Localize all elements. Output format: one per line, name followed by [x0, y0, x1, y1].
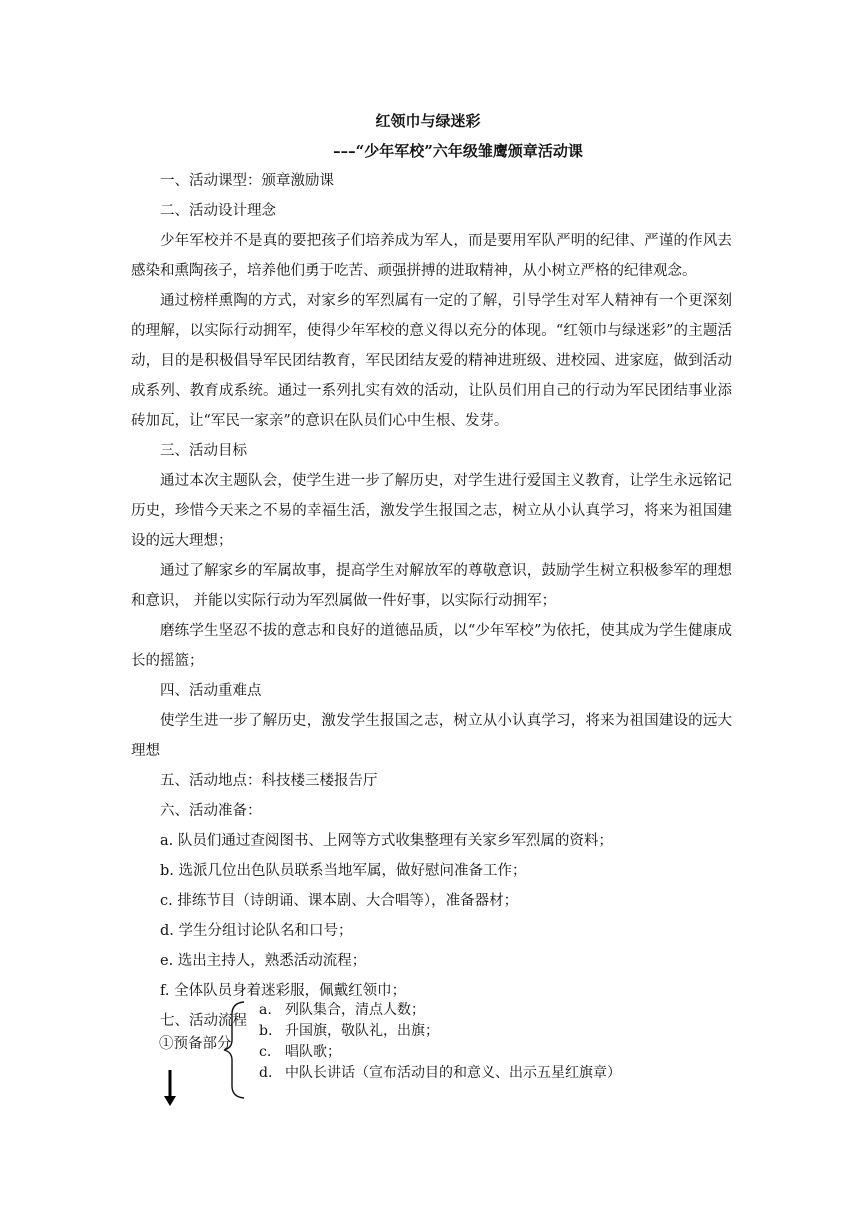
flow-step [259, 1021, 729, 1042]
section-preparation: 六、活动准备： [160, 803, 262, 819]
flow-step [259, 1000, 729, 1021]
flow-stage-label: ①预备部分 [159, 1036, 232, 1052]
section-goals: 三、活动目标 [160, 443, 247, 459]
paragraph-goal-1: 通过本次主题队会，使学生进一步了解历史，对学生进行爱国主义教育，让学生永远铭记历史，珍惜今天来之不易的幸福生活，激发学生报国之志，树立从小认真学习，将来为祖国建设的远大理想； [131, 473, 732, 549]
flow-step-letter: d. [259, 1065, 273, 1081]
document-title: 红领巾与绿迷彩 [375, 112, 481, 130]
section-design-concept: 二、活动设计理念 [160, 203, 276, 219]
flow-step-letter: a. [259, 1002, 272, 1018]
flow-step-text: 中队长讲话（宣布活动目的和意义、出示五星红旗章） [285, 1065, 621, 1081]
prep-item-d: d. 学生分组讨论队名和口号； [160, 923, 353, 939]
flow-diagram [124, 1000, 732, 1120]
document-subtitle: –––“少年军校”六年级雏鹰颁章活动课 [333, 142, 583, 160]
flow-step [259, 1063, 729, 1084]
document-body [124, 106, 732, 1036]
flow-step-list [259, 1000, 729, 1084]
section-course-type: 一、活动课型：颁章激励课 [160, 173, 334, 189]
paragraph-concept-1: 少年军校并不是真的要把孩子们培养成为军人，而是要用军队严明的纪律、严谨的作风去感染和熏陶孩子，培养他们勇于吃苦、顽强拼搏的进取精神，从小树立严格的纪律观念。 [131, 233, 732, 279]
flow-step-text: 唱队歌； [285, 1044, 341, 1060]
paragraph-goal-2: 通过了解家乡的军属故事，提高学生对解放军的尊敬意识，鼓励学生树立积极参军的理想和意识， 并能以实际行动为军烈属做一件好事，以实际行动拥军； [131, 563, 732, 609]
left-brace-shape [222, 1000, 252, 1100]
flow-step-text: 列队集合，清点人数； [285, 1002, 425, 1018]
paragraph-key-points: 使学生进一步了解历史，激发学生报国之志，树立从小认真学习，将来为祖国建设的远大理想 [131, 713, 732, 759]
prep-item-b: b. 选派几位出色队员联系当地军属，做好慰问准备工作； [160, 863, 527, 879]
section-location: 五、活动地点：科技楼三楼报告厅 [160, 773, 378, 789]
section-flow: 七、活动流程 [160, 1013, 247, 1029]
down-arrow-icon [160, 1068, 180, 1108]
flow-step [259, 1042, 729, 1063]
flow-step-letter: c. [259, 1044, 272, 1060]
prep-item-e: e. 选出主持人，熟悉活动流程； [160, 953, 367, 969]
flow-step-text: 升国旗，敬队礼，出旗； [285, 1023, 439, 1039]
prep-item-c: c. 排练节目（诗朗诵、课本剧、大合唱等），准备器材； [160, 893, 519, 909]
flow-step-letter: b. [259, 1023, 273, 1039]
prep-item-a: a. 队员们通过查阅图书、上网等方式收集整理有关家乡军烈属的资料； [160, 833, 613, 849]
paragraph-goal-3: 磨练学生坚忍不拔的意志和良好的道德品质，以“少年军校”为依托，使其成为学生健康成长的摇篮； [131, 623, 732, 669]
paragraph-concept-2: 通过榜样熏陶的方式，对家乡的军烈属有一定的了解，引导学生对军人精神有一个更深刻的理解，以实际行动拥军，使得少年军校的意义得以充分的体现。“红领巾与绿迷彩”的主题活动，目的是积极倡导军民团结教育，军民团结友爱的精神进班级、进校园、进家庭，做到活动成系列、教育成系统。通过一系列扎实有效的活动，让队员们用自己的行动为军民团结事业添砖加瓦，让“军民一家亲”的意识在队员们心中生根、发芽。 [131, 293, 732, 429]
section-key-points: 四、活动重难点 [160, 683, 262, 699]
prep-item-f: f. 全体队员身着迷彩服，佩戴红领巾； [160, 983, 407, 999]
